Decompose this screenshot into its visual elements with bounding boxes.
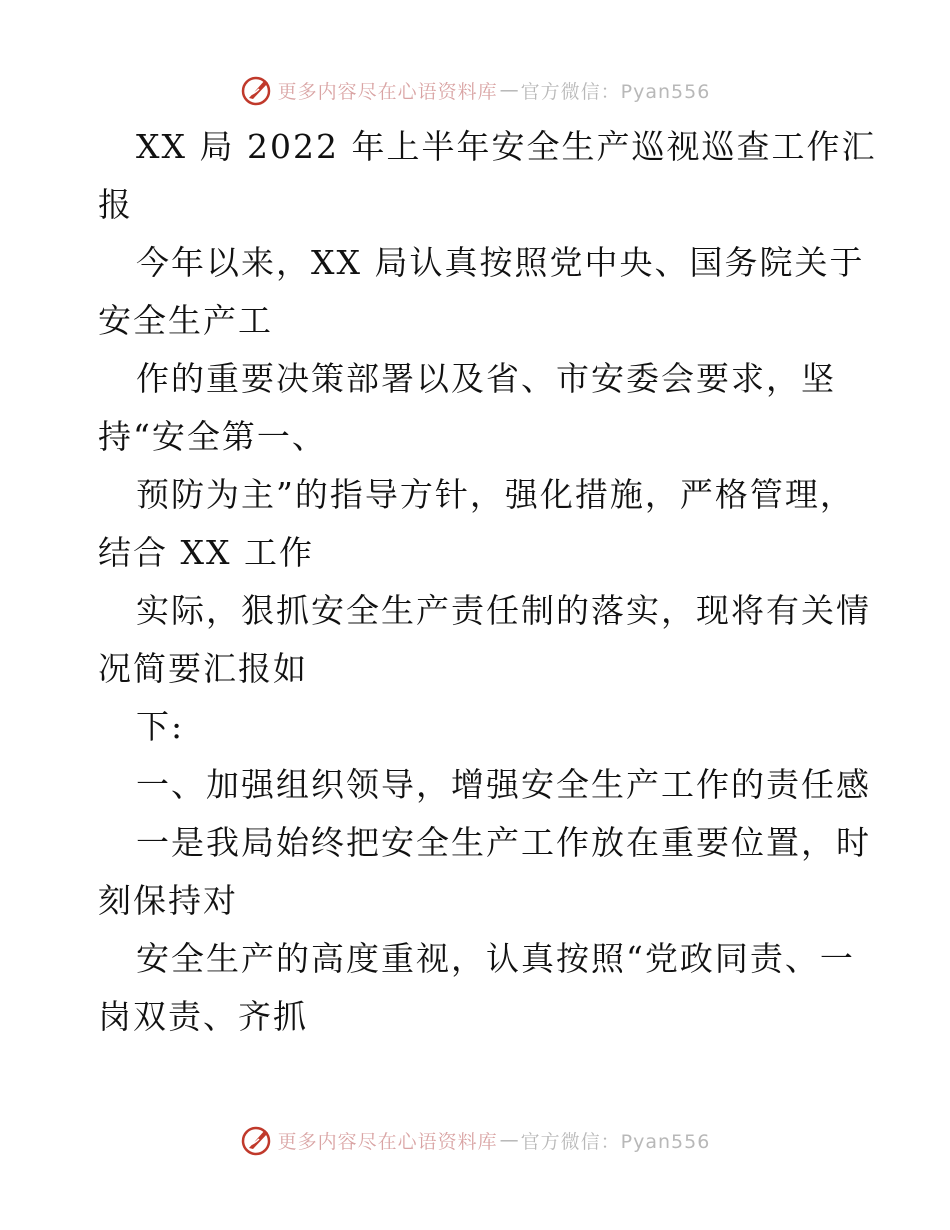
text-line: 刻保持对 <box>98 881 238 920</box>
text-line: 况简要汇报如 <box>98 649 308 688</box>
text-line: 下: <box>136 707 185 746</box>
quill-logo-icon <box>240 1123 274 1157</box>
text-line: 报 <box>98 185 133 224</box>
text-line: 作的重要决策部署以及省、市安委会要求，坚 <box>136 359 836 398</box>
text-line: 一是我局始终把安全生产工作放在重要位置，时 <box>136 823 871 862</box>
document-body <box>98 118 877 1046</box>
section-heading: 一、加强组织领导，增强安全生产工作的责任感 <box>136 765 871 804</box>
text-line: 安全生产工 <box>98 301 273 340</box>
text-line: 安全生产的高度重视，认真按照“党政同责、一 <box>136 939 855 978</box>
text-line: 实际，狠抓安全生产责任制的落实，现将有关情 <box>136 591 871 630</box>
watermark-separator: — <box>499 1129 519 1151</box>
text-line: 结合 XX 工作 <box>98 533 314 572</box>
watermark-text: 更多内容尽在心语资料库 <box>277 1130 498 1153</box>
text-line: 预防为主”的指导方针，强化措施，严格管理， <box>136 475 855 514</box>
text-line: 持“安全第一、 <box>98 417 327 456</box>
footer-watermark <box>0 1120 950 1160</box>
quill-logo-icon <box>240 73 274 107</box>
watermark-text: 更多内容尽在心语资料库 <box>277 80 498 103</box>
watermark-separator: — <box>499 79 519 101</box>
watermark-contact: 官方微信：Pyan556 <box>520 80 711 103</box>
header-watermark <box>0 70 950 110</box>
text-line: 今年以来，XX 局认真按照党中央、国务院关于 <box>136 243 865 282</box>
text-line: 岗双责、齐抓 <box>98 997 308 1036</box>
watermark-contact: 官方微信：Pyan556 <box>520 1130 711 1153</box>
text-line: XX 局 2022 年上半年安全生产巡视巡查工作汇 <box>136 127 877 166</box>
